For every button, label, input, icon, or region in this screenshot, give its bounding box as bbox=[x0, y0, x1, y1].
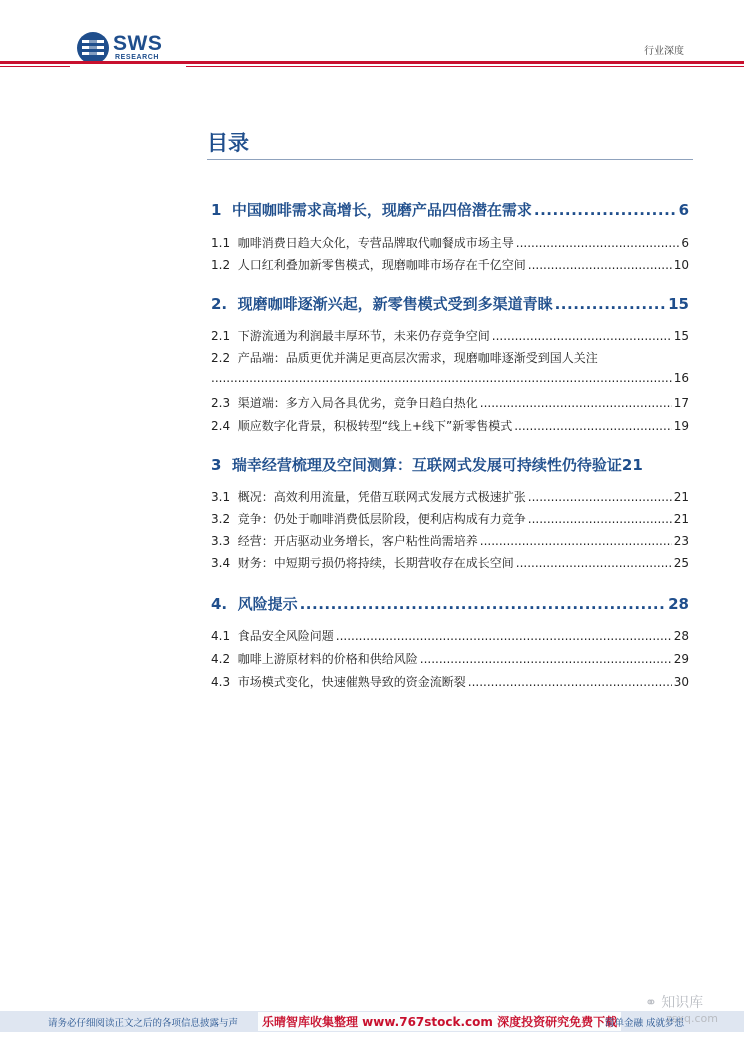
sws-logo-icon bbox=[76, 31, 110, 65]
toc-item-title: 咖啡消费日趋大众化，专营品牌取代咖餐成市场主导 bbox=[237, 236, 514, 250]
toc-leader-dots bbox=[211, 371, 672, 385]
toc-page-number: 16 bbox=[673, 371, 689, 385]
toc-item-4-3[interactable] bbox=[211, 673, 689, 690]
toc-item-number: 4.1 bbox=[211, 629, 231, 643]
toc-item-2-4[interactable] bbox=[211, 417, 689, 434]
toc-page-number: 21 bbox=[673, 512, 689, 526]
toc-page-number: 19 bbox=[673, 419, 689, 433]
toc-item-number: 3.3 bbox=[211, 534, 231, 548]
toc-item-title: 财务：中短期亏损仍将持续，长期营收存在成长空间 bbox=[237, 556, 514, 570]
toc-leader-dots bbox=[534, 201, 677, 219]
toc-page-number: 6 bbox=[678, 201, 689, 219]
toc-section-title: 中国咖啡需求高增长，现磨产品四倍潜在需求 bbox=[231, 201, 532, 219]
header-divider-thin bbox=[186, 66, 744, 67]
toc-item-title: 概况：高效利用流量，凭借互联网式发展方式极速扩张 bbox=[237, 490, 526, 504]
toc-item-title: 渠道端：多方入局各具优劣，竞争日趋白热化 bbox=[237, 396, 478, 410]
toc-leader-dots bbox=[492, 329, 672, 343]
toc-leader-dots bbox=[516, 236, 680, 250]
toc-section-number: 2. bbox=[211, 295, 228, 313]
footer-watermark: 乐晴智库收集整理 www.767stock.com 深度投资研究免费下载 bbox=[258, 1012, 621, 1031]
toc-item-title: 市场模式变化，快速催熟导致的资金流断裂 bbox=[237, 675, 466, 689]
toc-item-3-1[interactable] bbox=[211, 488, 689, 505]
toc-item-1-1[interactable] bbox=[211, 234, 689, 251]
toc-page-number: 10 bbox=[673, 258, 689, 272]
toc-leader-dots bbox=[555, 295, 667, 313]
toc-item-title: 竞争：仍处于咖啡消费低层阶段，便利店构成有力竞争 bbox=[237, 512, 526, 526]
toc-leader-dots bbox=[420, 652, 672, 666]
toc-page-number: 15 bbox=[673, 329, 689, 343]
toc-leader-dots bbox=[480, 396, 672, 410]
toc-item-number: 1.2 bbox=[211, 258, 231, 272]
toc-item-title: 人口红利叠加新零售模式，现磨咖啡市场存在千亿空间 bbox=[237, 258, 526, 272]
header-divider-thin-left bbox=[0, 66, 70, 67]
toc-item-title: 下游流通为利润最丰厚环节，未来仍存竞争空间 bbox=[237, 329, 490, 343]
toc-item-4-1[interactable] bbox=[211, 627, 689, 644]
toc-item-title: 咖啡上游原材料的价格和供给风险 bbox=[237, 652, 418, 666]
header-divider bbox=[0, 61, 744, 64]
toc-leader-dots bbox=[528, 258, 672, 272]
toc-section-title: 瑞幸经营梳理及空间测算：互联网式发展可持续性仍待验证 bbox=[231, 456, 622, 474]
toc-leader-dots bbox=[468, 675, 672, 689]
toc-item-number: 1.1 bbox=[211, 236, 231, 250]
toc-item-number: 2.4 bbox=[211, 419, 231, 433]
toc-leader-dots bbox=[336, 629, 672, 643]
toc-page-number: 17 bbox=[673, 396, 689, 410]
toc-section-title: 现磨咖啡逐渐兴起，新零售模式受到多渠道青睐 bbox=[237, 295, 553, 313]
toc-item-2-2[interactable] bbox=[211, 349, 689, 366]
toc-page-number: 28 bbox=[668, 595, 689, 613]
toc-item-3-3[interactable] bbox=[211, 532, 689, 549]
toc-page-number: 29 bbox=[673, 652, 689, 666]
footer-slogan: 简单金融 成就梦想 bbox=[605, 1018, 685, 1029]
toc-page-number: 15 bbox=[668, 295, 689, 313]
toc-item-number: 2.3 bbox=[211, 396, 231, 410]
toc-section-4[interactable] bbox=[211, 593, 689, 614]
toc-section-3[interactable] bbox=[211, 454, 689, 475]
toc-leader-dots bbox=[528, 512, 672, 526]
toc-section-2[interactable] bbox=[211, 293, 689, 314]
toc-leader-dots bbox=[480, 534, 672, 548]
toc-section-number: 4. bbox=[211, 595, 228, 613]
toc-leader-dots bbox=[528, 490, 672, 504]
toc-item-3-2[interactable] bbox=[211, 510, 689, 527]
toc-item-number: 3.4 bbox=[211, 556, 231, 570]
zsxq-brand-text: 知识库 bbox=[661, 995, 704, 1011]
logo-wordmark: SWS bbox=[113, 32, 163, 55]
zsxq-brand: ⚭ 知识库 bbox=[645, 995, 704, 1011]
toc-page-number: 28 bbox=[673, 629, 689, 643]
toc-page-number: 6 bbox=[681, 236, 689, 250]
toc-item-number: 4.3 bbox=[211, 675, 231, 689]
toc-item-number: 3.1 bbox=[211, 490, 231, 504]
toc-page-number: 21 bbox=[621, 456, 643, 474]
toc-item-1-2[interactable] bbox=[211, 256, 689, 273]
toc-item-number: 2.1 bbox=[211, 329, 231, 343]
page-footer bbox=[0, 1011, 744, 1032]
toc-page-number: 30 bbox=[673, 675, 689, 689]
toc-item-title: 经营：开店驱动业务增长，客户粘性尚需培养 bbox=[237, 534, 478, 548]
toc-item-number: 4.2 bbox=[211, 652, 231, 666]
report-category: 行业深度 bbox=[644, 46, 684, 57]
toc-page-number: 25 bbox=[673, 556, 689, 570]
toc-item-title: 食品安全风险问题 bbox=[237, 629, 334, 643]
toc-item-4-2[interactable] bbox=[211, 650, 689, 667]
toc-section-1[interactable] bbox=[211, 199, 689, 220]
toc-title: 目录 bbox=[207, 131, 249, 155]
logo-subtitle: RESEARCH bbox=[115, 54, 160, 61]
toc-title-rule bbox=[207, 159, 693, 160]
toc-item-3-4[interactable] bbox=[211, 554, 689, 571]
toc-leader-dots bbox=[516, 556, 672, 570]
toc-leader-dots bbox=[514, 419, 671, 433]
toc-item-title: 顺应数字化背景，积极转型“线上+线下”新零售模式 bbox=[237, 419, 513, 433]
toc-item-2-3[interactable] bbox=[211, 394, 689, 411]
toc-page-number: 21 bbox=[673, 490, 689, 504]
toc-section-number: 3 bbox=[211, 456, 222, 474]
toc-item-number: 2.2 bbox=[211, 351, 231, 365]
toc-item-title: 产品端：品质更优并满足更高层次需求，现磨咖啡逐渐受到国人关注 bbox=[237, 351, 598, 365]
toc-item-2-1[interactable] bbox=[211, 327, 689, 344]
toc-leader-dots bbox=[300, 595, 667, 613]
toc-section-title: 风险提示 bbox=[237, 595, 298, 613]
zsxq-url: zsxq.com bbox=[666, 1012, 718, 1025]
toc-section-number: 1 bbox=[211, 201, 222, 219]
footer-disclaimer: 请务必仔细阅读正文之后的各项信息披露与声 bbox=[48, 1018, 239, 1029]
toc-item-number: 3.2 bbox=[211, 512, 231, 526]
toc-page-number: 23 bbox=[673, 534, 689, 548]
toc-item-2-2-continuation[interactable] bbox=[211, 371, 689, 385]
